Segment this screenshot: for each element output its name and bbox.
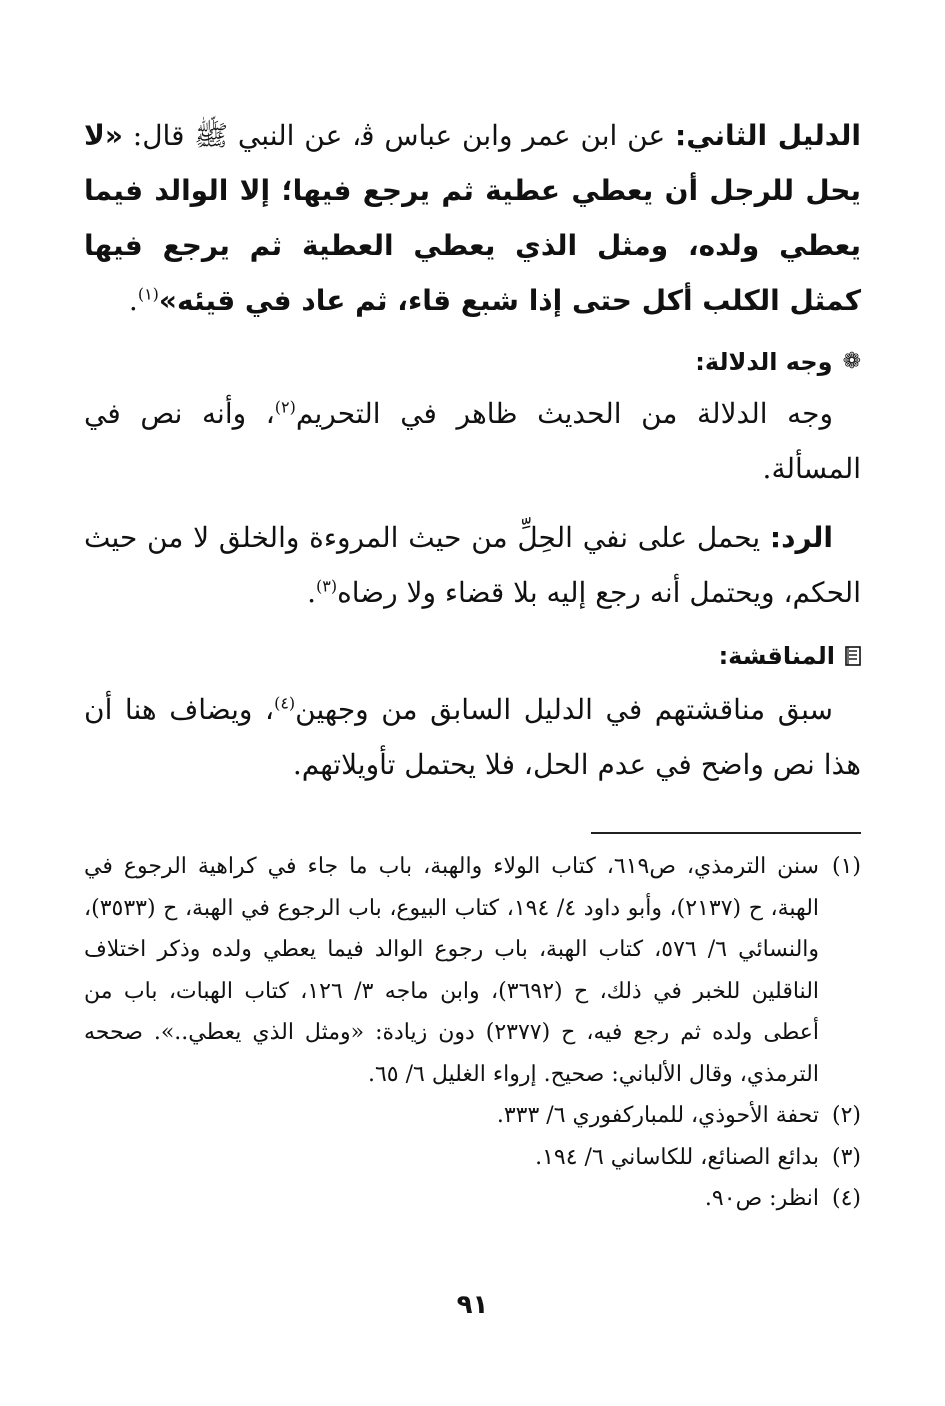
radd-paragraph (84, 510, 861, 620)
footnote-text: بدائع الصنائع، للكاساني ٦/ ١٩٤. (535, 1144, 819, 1170)
footnote-text: تحفة الأحوذي، للمباركفوري ٦/ ٣٣٣. (496, 1103, 819, 1128)
evidence-end: . (128, 284, 138, 317)
hadith-text: «لا يحل للرجل أن يعطي عطية ثم يرجع فيها؛ إلا الوالد فيما يعطي ولده، ومثل الذي يعطي العطية ثم يرجع فيها كمثل الكلب أكل حتى إذا شبع قاء، ثم عاد في قيئه» (84, 119, 861, 317)
footnote-1 (84, 846, 861, 1095)
wajh-heading-text: وجه الدلالة: (695, 348, 833, 376)
radd-lead: الرد: (769, 521, 833, 554)
page-number: ٩١ (456, 1290, 489, 1320)
radd-text: يحمل على نفي الحِلِّ من حيث المروءة والخلق لا من حيث الحكم، ويحتمل أنه رجع إليه بلا قضاء ولا رضاه (84, 521, 861, 609)
munaqasha-heading-text: المناقشة: (718, 642, 835, 670)
flower-icon: ❁ (842, 349, 861, 374)
book-icon (845, 646, 861, 666)
footnote-ref-4[interactable]: (٤) (274, 693, 296, 713)
wajh-heading (84, 348, 861, 376)
footnote-ref-3[interactable]: (٣) (316, 576, 338, 596)
footnote-ref-1[interactable]: (١) (137, 284, 159, 304)
footnote-number: (٤) (831, 1186, 861, 1211)
footnote-text: سنن الترمذي، ص٦١٩، كتاب الولاء والهبة، باب ما جاء في كراهية الرجوع في الهبة، ح (٢١٣٧)، وأبو داود ٤/ ١٩٤، كتاب البيوع، باب الرجوع في الهبة، ح (٣٥٣٣)، والنسائي ٦/ ٥٧٦، كتاب الهبة، باب رجوع الوالد فيما يعطي ولده وذكر اختلاف الناقلين للخبر في ذلك، ح (٣٦٩٢)، وابن ماجه ٣/ ١٢٦، كتاب الهبات، باب من أعطى ولده ثم رجع فيه، ح (٢٣٧٧) دون زيادة: «ومثل الذي يعطي..». صححه الترمذي، وقال الألباني: صحيح. إرواء الغليل ٦/ ٦٥. (84, 854, 820, 1087)
wajh-text-a: وجه الدلالة من الحديث ظاهر في التحريم (295, 397, 833, 430)
evidence-lead: الدليل الثاني: (675, 119, 861, 152)
footnote-text: انظر: ص٩٠. (704, 1186, 819, 1211)
main-text (84, 108, 861, 792)
footnote-number: (٣) (831, 1144, 861, 1170)
munaqasha-text-a: سبق مناقشتهم في الدليل السابق من وجهين (295, 693, 833, 726)
footnote-ref-2[interactable]: (٢) (274, 397, 296, 417)
wajh-text-b: ، وأنه نص في المسألة. (84, 397, 861, 485)
footnote-number: (١) (831, 854, 861, 879)
munaqasha-text-b: ، ويضاف هنا أن هذا نص واضح في عدم الحل، فلا يحتمل تأويلاتهم. (84, 693, 861, 781)
radd-end: . (307, 576, 316, 609)
footnote-4 (84, 1178, 861, 1220)
footnote-3 (84, 1137, 861, 1179)
munaqasha-heading (84, 642, 861, 670)
footnotes (84, 846, 861, 1220)
wajh-paragraph (84, 386, 861, 496)
evidence-intro: عن ابن عمر وابن عباس ﭬ، عن النبي ﷺ قال: (122, 119, 676, 152)
footnote-2 (84, 1095, 861, 1137)
footnote-divider (591, 832, 861, 834)
evidence-paragraph (84, 108, 861, 328)
munaqasha-paragraph (84, 682, 861, 792)
footnote-number: (٢) (831, 1103, 861, 1128)
